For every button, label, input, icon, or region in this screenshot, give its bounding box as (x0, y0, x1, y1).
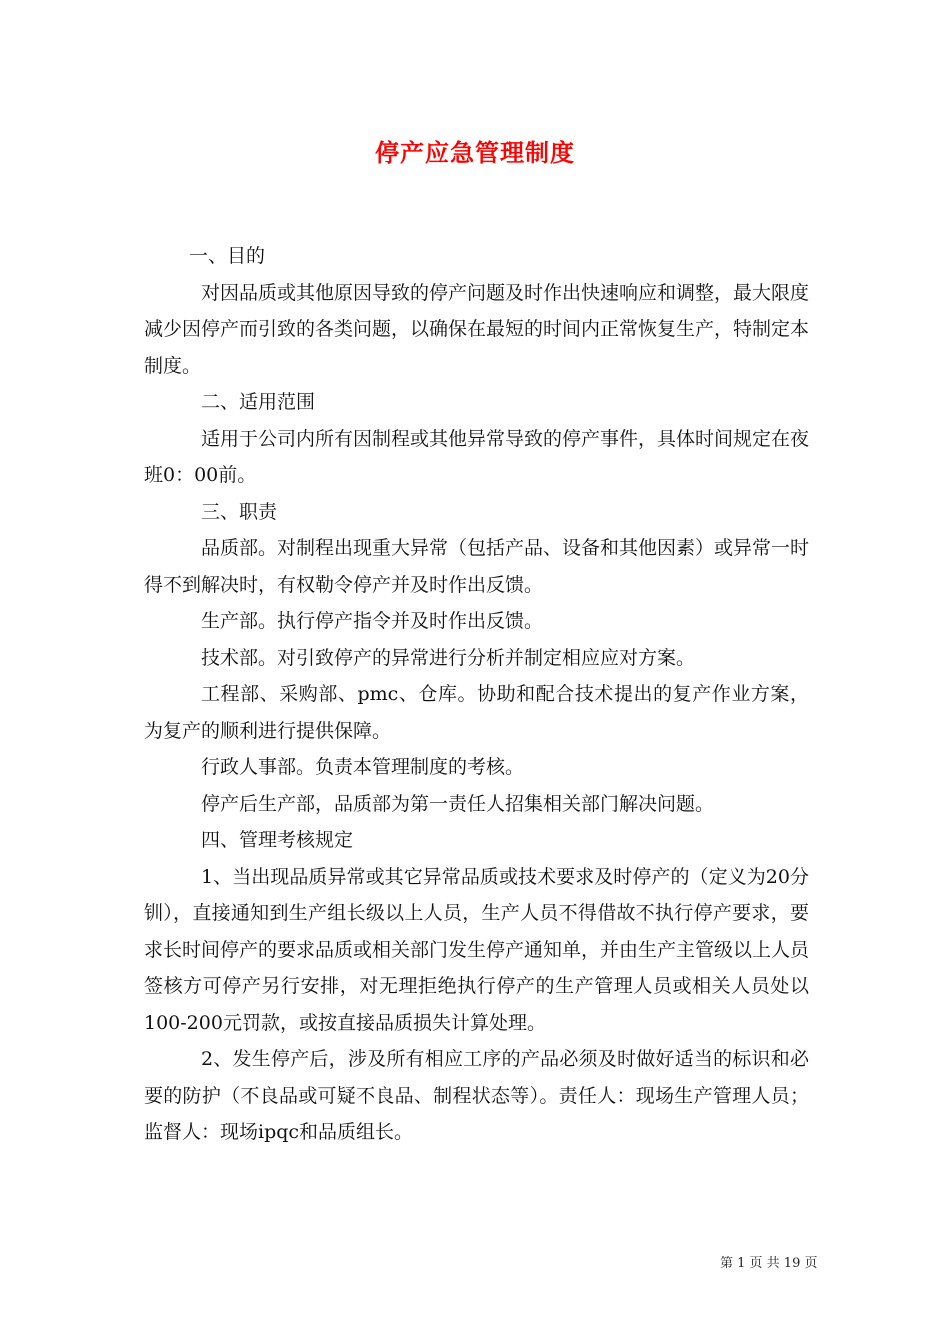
heading-scope: 二、适用范围 (201, 391, 316, 413)
paragraph-quality-dept: 品质部。对制程出现重大异常（包括产品、设备和其他因素）或异常一时得不到解决时，有权勒令停产并及时作出反馈。 (144, 537, 810, 596)
page-number: 第 1 页 共 19 页 (720, 1256, 818, 1271)
paragraph-rule-2: 2、发生停产后，涉及所有相应工序的产品必须及时做好适当的标识和必要的防护（不良品或可疑不良品、制程状态等）。责任人：现场生产管理人员；监督人：现场ipqc和品质组长。 (144, 1048, 809, 1143)
heading-purpose: 一、目的 (189, 245, 266, 267)
paragraph-technical-dept: 技术部。对引致停产的异常进行分析并制定相应应对方案。 (201, 646, 696, 669)
paragraph-rule-1: 1、当出现品质异常或其它异常品质或技术要求及时停产的（定义为20分钏），直接通知到生产组长级以上人员，生产人员不得借故不执行停产要求，要求长时间停产的要求品质或相关部门发生停产通知单，并由生产主管级以上人员签核方可停产另行安排，对无理拒绝执行停产的生产管理人员或相关人员处以100-200元罚款，或按直接品质损失计算处理。 (144, 865, 810, 1034)
paragraph-first-responsible: 停产后生产部，品质部为第一责任人招集相关部门解决问题。 (201, 792, 715, 815)
heading-responsibilities: 三、职责 (201, 500, 278, 523)
document-title: 停产应急管理制度 (375, 139, 575, 167)
document-body (144, 238, 809, 1151)
paragraph-admin-dept: 行政人事部。负责本管理制度的考核。 (201, 756, 525, 778)
paragraph-purpose: 对因品质或其他原因导致的停产问题及时作出快速响应和调整，最大限度减少因停产而引致的各类问题，以确保在最短的时间内正常恢复生产，特制定本制度。 (144, 281, 810, 377)
paragraph-scope: 适用于公司内所有因制程或其他异常导致的停产事件，具体时间规定在夜班0：00前。 (144, 427, 810, 486)
heading-assessment: 四、管理考核规定 (201, 829, 354, 851)
paragraph-production-dept: 生产部。执行停产指令并及时作出反馈。 (201, 610, 544, 632)
paragraph-engineering-dept: 工程部、采购部、pmc、仓库。协助和配合技术提出的复产作业方案，为复产的顺利进行提供保障。 (144, 683, 809, 742)
